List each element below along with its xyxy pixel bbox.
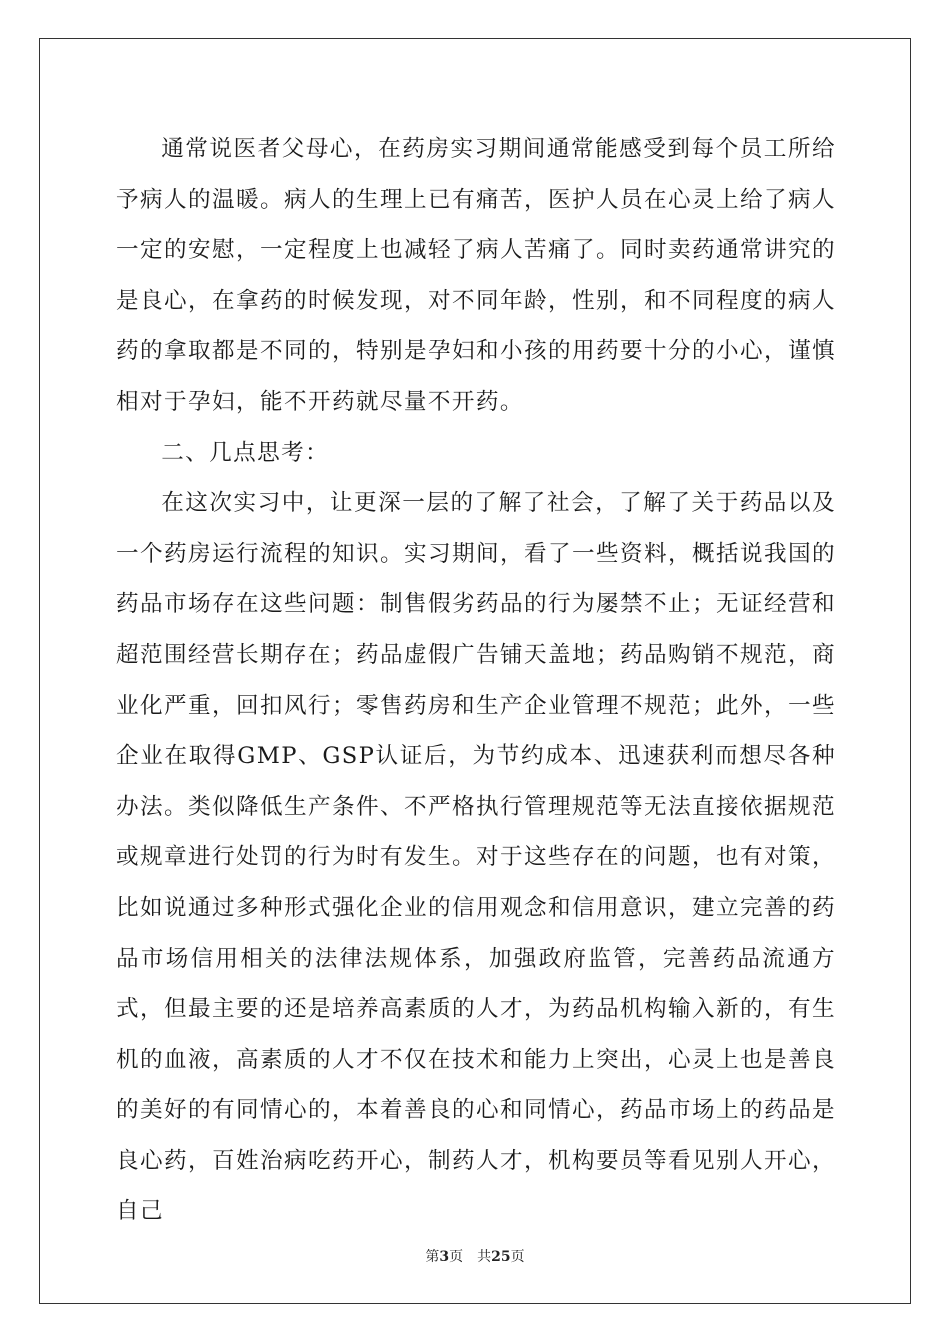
total-suffix: 页 xyxy=(510,1249,525,1265)
section-heading: 二、几点思考： xyxy=(161,439,330,466)
paragraph-1: 通常说医者父母心，在药房实习期间通常能感受到每个员工所给予病人的温暖。病人的生理上已有痛苦，医护人员在心灵上给了病人一定的安慰，一定程度上也减轻了病人苦痛了。同时卖药通常讲究的是良心，在拿药的时候发现，对不同年龄，性别，和不同程度的病人药的拿取都是不同的，特别是孕妇和小孩的用药要十分的小心，谨慎相对于孕妇，能不开药就尽量不开药。 xyxy=(116,136,836,415)
total-prefix: 共 xyxy=(477,1249,492,1265)
page-prefix: 第 xyxy=(425,1249,440,1265)
page-footer xyxy=(0,1246,950,1266)
page-current: 3 xyxy=(439,1249,450,1265)
page-total: 25 xyxy=(491,1249,511,1265)
paragraph-2: 在这次实习中，让更深一层的了解了社会，了解了关于药品以及一个药房运行流程的知识。实习期间，看了一些资料，概括说我国的药品市场存在这些问题：制售假劣药品的行为屡禁不止；无证经营和超范围经营长期存在；药品虚假广告铺天盖地；药品购销不规范，商业化严重，回扣风行；零售药房和生产企业管理不规范；此外，一些企业在取得GMP、GSP认证后，为节约成本、迅速获利而想尽各种办法。类似降低生产条件、不严格执行管理规范等无法直接依据规范或规章进行处罚的行为时有发生。对于这些存在的问题，也有对策，比如说通过多种形式强化企业的信用观念和信用意识，建立完善的药品市场信用相关的法律法规体系，加强政府监管，完善药品流通方式，但最主要的还是培养高素质的人才，为药品机构输入新的，有生机的血液，高素质的人才不仅在技术和能力上突出，心灵上也是善良的美好的有同情心的，本着善良的心和同情心，药品市场上的药品是良心药，百姓治病吃药开心，制药人才，机构要员等看见别人开心，自己 xyxy=(116,490,836,1225)
document-body xyxy=(116,124,836,1237)
page-suffix: 页 xyxy=(449,1249,464,1265)
